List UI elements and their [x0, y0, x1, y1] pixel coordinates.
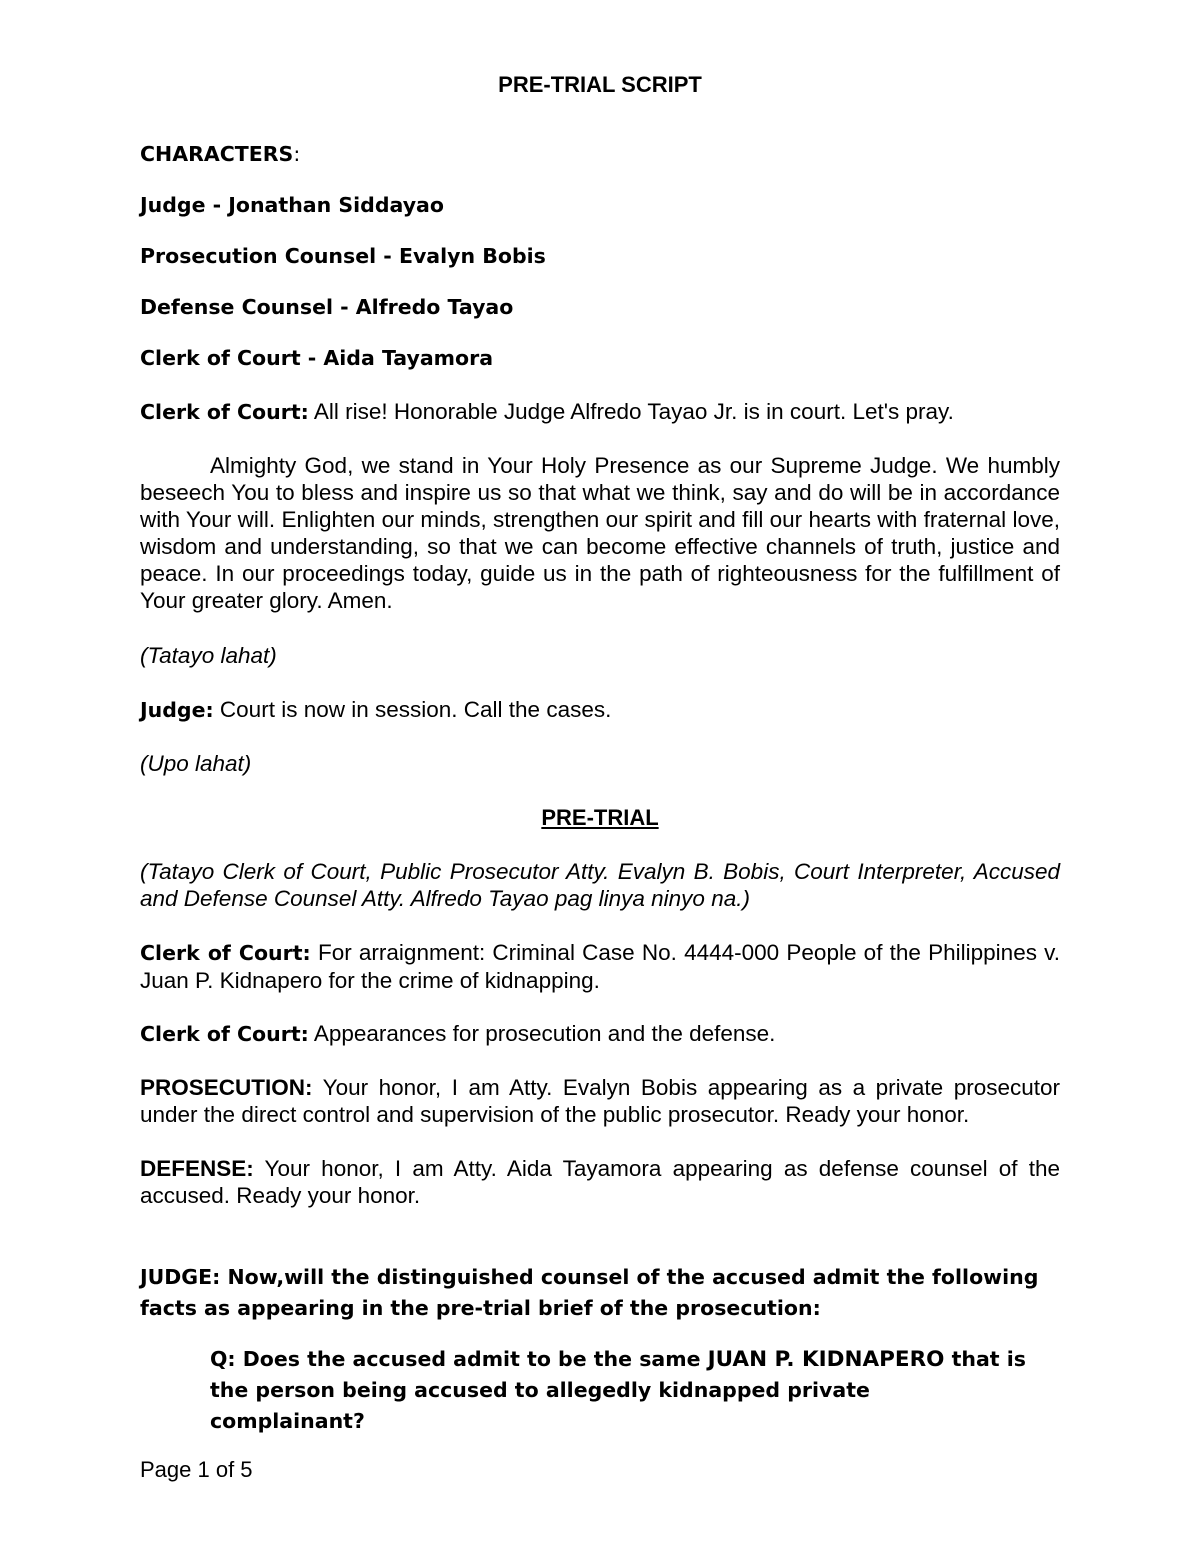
- speaker-label: PROSECUTION:: [140, 1075, 313, 1100]
- stage-direction: (Tatayo lahat): [140, 643, 277, 668]
- character-prosecution: Prosecution Counsel - Evalyn Bobis: [140, 244, 546, 268]
- dialogue-text: Your honor, I am Atty. Evalyn Bobis appearing as a private prosecutor under the direct control and supervision of the public prosecutor. Ready your honor.: [140, 1075, 1060, 1127]
- judge-admission-line: [140, 1262, 1060, 1324]
- pretrial-stage-direction: (Tatayo Clerk of Court, Public Prosecutor Atty. Evalyn B. Bobis, Court Interpreter, Accused and Defense Counsel Atty. Alfredo Tayao pag linya ninyo na.): [140, 859, 1060, 911]
- question-prefix: Q: Does the accused admit to be the same: [210, 1347, 708, 1371]
- prayer-paragraph: Almighty God, we stand in Your Holy Presence as our Supreme Judge. We humbly beseech You to bless and inspire us so that what we think, say and do will be in accordance with Your will. Enlighten our minds, strengthen our spirit and fill our hearts with fraternal love, wisdom and understanding, so that we can become effective channels of truth, justice and peace. In our proceedings today, guide us in the path of righteousness for the fulfillment of Your greater glory. Amen.: [140, 453, 1060, 613]
- stage-direction: (Upo lahat): [140, 751, 252, 776]
- clerk-appearances-line: [140, 1020, 1060, 1048]
- speaker-label: Judge:: [140, 698, 214, 722]
- question-line: [210, 1344, 1030, 1437]
- characters-heading: [140, 141, 1060, 168]
- accused-name: JUAN P. KIDNAPERO: [707, 1347, 945, 1372]
- dialogue-text: Court is now in session. Call the cases.: [213, 697, 612, 722]
- character-defense: Defense Counsel - Alfredo Tayao: [140, 295, 514, 319]
- question-suffix: that is the person being accused to allegedly kidnapped private complainant?: [210, 1347, 1026, 1433]
- characters-heading-text: CHARACTERS: [140, 142, 294, 166]
- dialogue-text: Appearances for prosecution and the defense.: [308, 1021, 776, 1046]
- dialogue-text: For arraignment: Criminal Case No. 4444-000 People of the Philippines v. Juan P. Kidnapero for the crime of kidnapping.: [140, 940, 1060, 993]
- character-clerk: Clerk of Court - Aida Tayamora: [140, 346, 494, 370]
- pretrial-heading: PRE-TRIAL: [541, 805, 659, 830]
- dialogue-text: Your honor, I am Atty. Aida Tayamora appearing as defense counsel of the accused. Ready your honor.: [140, 1156, 1060, 1208]
- character-judge: Judge - Jonathan Siddayao: [140, 193, 444, 217]
- document-title: PRE-TRIAL SCRIPT: [498, 72, 702, 97]
- speaker-label: Clerk of Court:: [140, 400, 309, 424]
- characters-heading-colon: :: [293, 142, 301, 166]
- prosecution-line: [140, 1074, 1060, 1128]
- dialogue-text: All rise! Honorable Judge Alfredo Tayao Jr. is in court. Let's pray.: [308, 399, 954, 424]
- clerk-arraignment-line: [140, 939, 1060, 994]
- speaker-label: Clerk of Court:: [140, 941, 311, 965]
- clerk-opening-line: [140, 398, 1060, 426]
- page-number: Page 1 of 5: [140, 1457, 253, 1482]
- speaker-label: JUDGE: [140, 1265, 213, 1289]
- judge-opening-line: [140, 696, 1060, 724]
- defense-line: [140, 1155, 1060, 1209]
- dialogue-text: : Now,will the distinguished counsel of the accused admit the following facts as appearing in the pre-trial brief of the prosecution:: [140, 1265, 1039, 1320]
- speaker-label: DEFENSE:: [140, 1156, 254, 1181]
- speaker-label: Clerk of Court:: [140, 1022, 309, 1046]
